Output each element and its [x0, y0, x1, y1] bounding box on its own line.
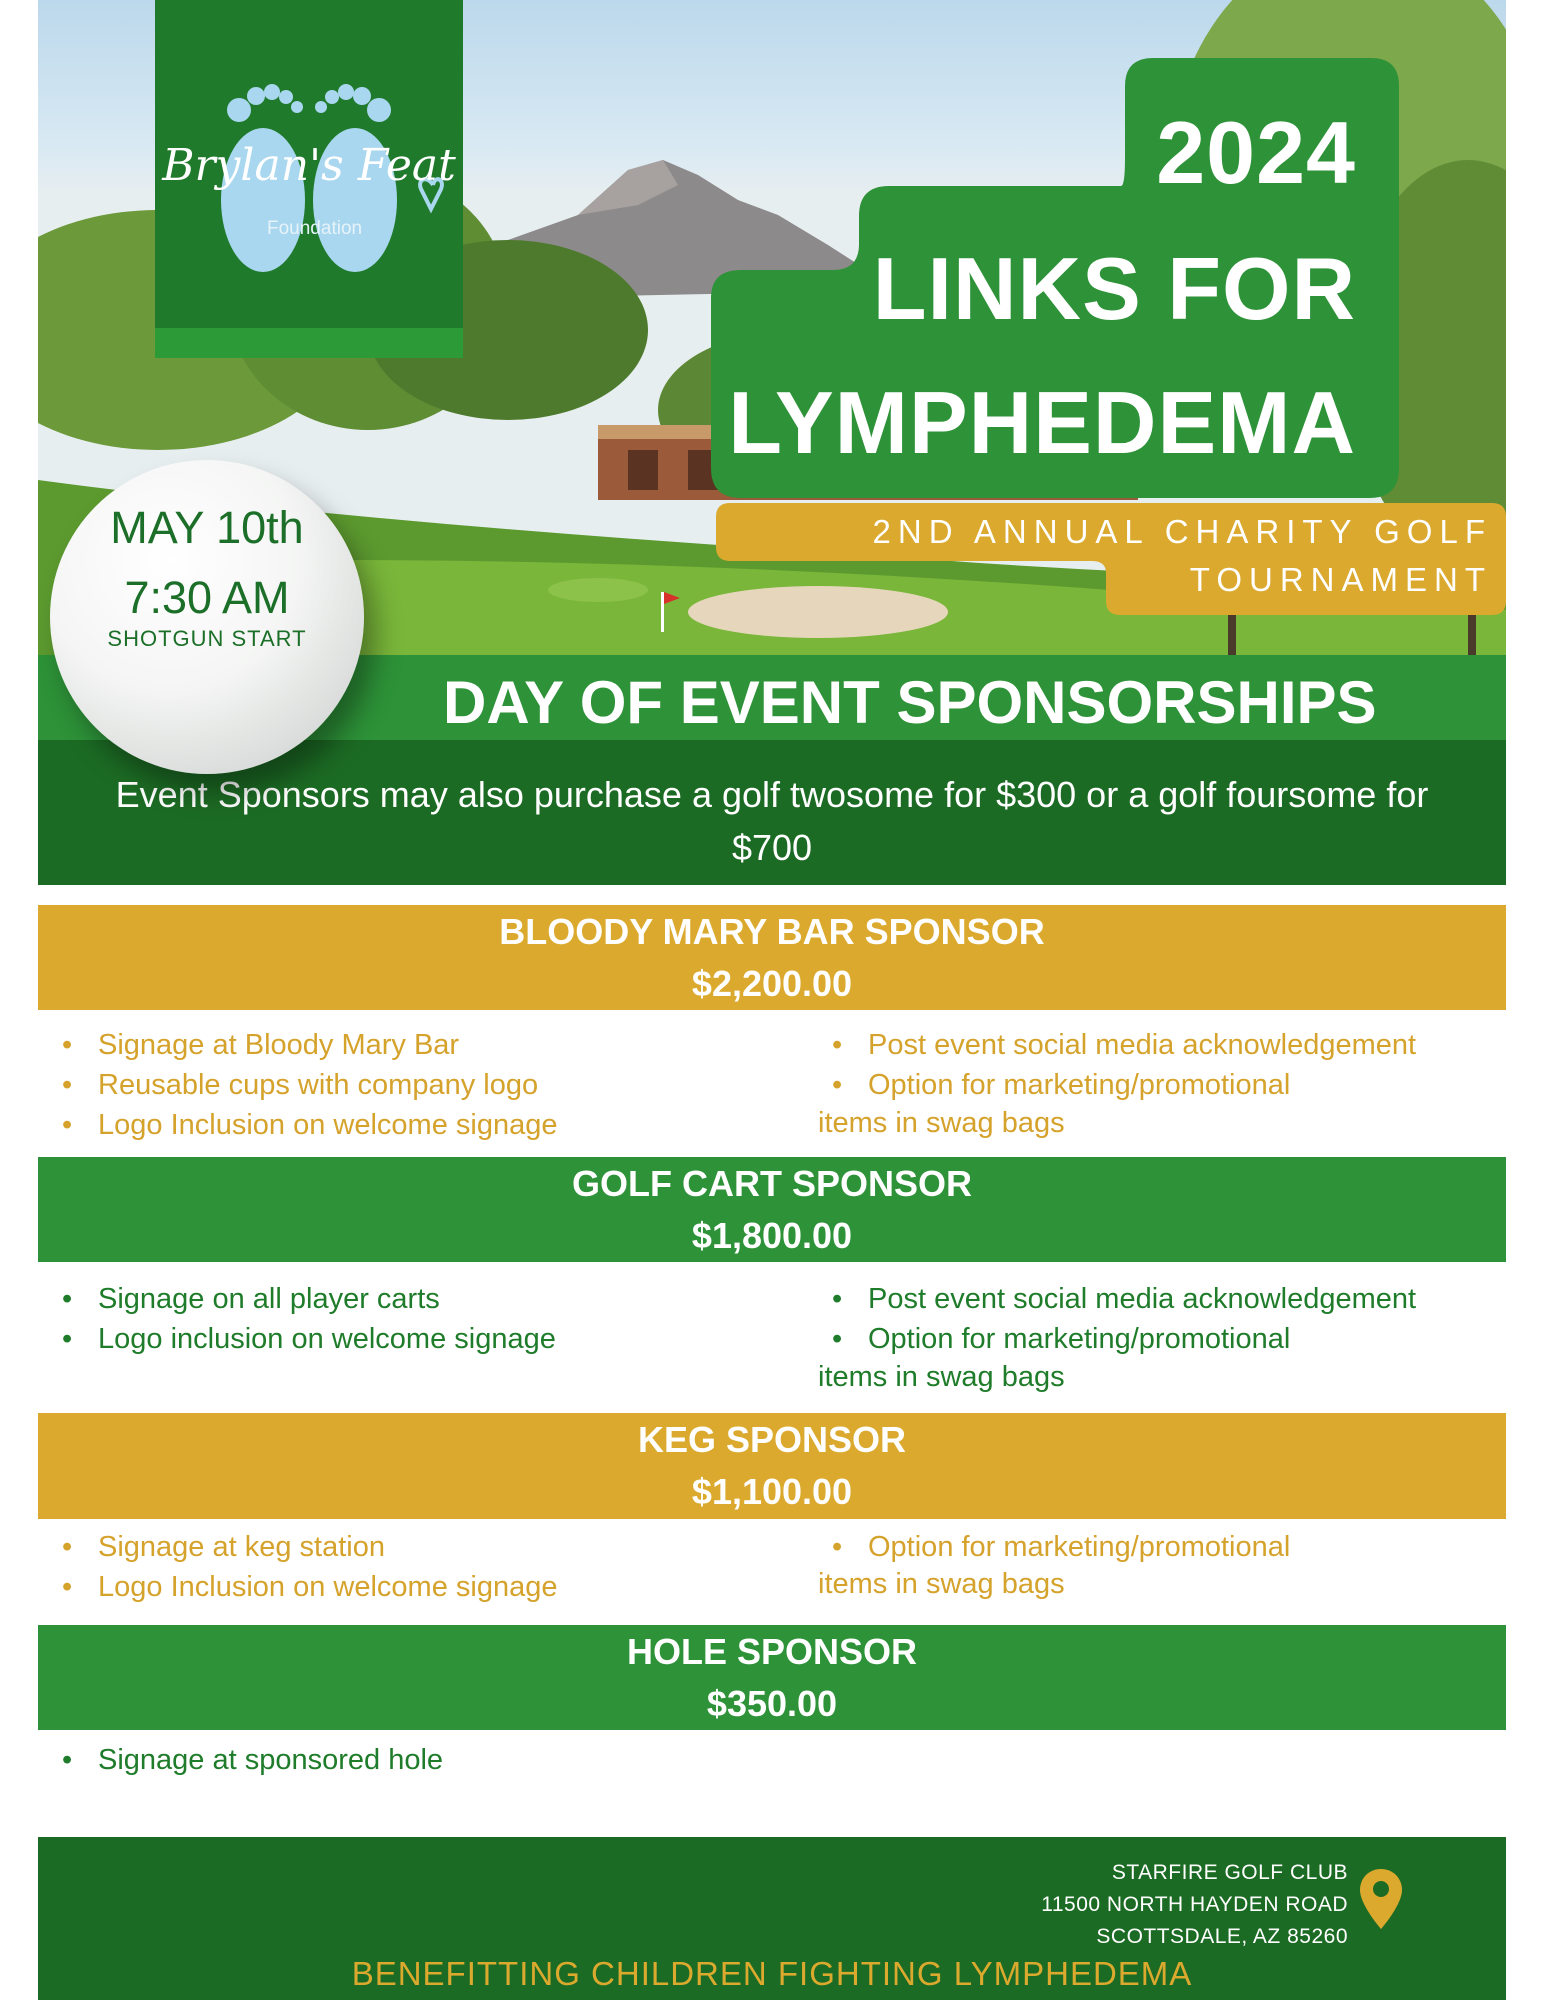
- list-item: • Signage at sponsored hole: [38, 1740, 443, 1780]
- title-year: 2024: [1156, 103, 1356, 202]
- venue-city: SCOTTSDALE, AZ 85260: [1096, 1925, 1348, 1948]
- event-subtitle: [716, 503, 1506, 613]
- shotgun-start: SHOTGUN START: [107, 626, 307, 651]
- list-item-continuation: items in swag bags: [818, 1361, 1065, 1393]
- venue-street: 11500 NORTH HAYDEN ROAD: [1041, 1893, 1348, 1916]
- list-item-continuation: items in swag bags: [818, 1107, 1065, 1139]
- list-item: • Post event social media acknowledgement: [808, 1025, 1416, 1065]
- tier-benefits-left: [38, 1279, 556, 1359]
- twosome-foursome-note: Event Sponsors may also purchase a golf twosome for $300 or a golf foursome for $700: [115, 774, 1429, 868]
- tier-bar-keg: [38, 1413, 1506, 1519]
- list-item: • Option for marketing/promotional: [808, 1065, 1416, 1105]
- tier-price: $350.00: [706, 1683, 838, 1724]
- golf-ball-badge: [50, 460, 364, 774]
- list-item: • Reusable cups with company logo: [38, 1065, 557, 1105]
- footer: [38, 1837, 1506, 2000]
- tier-name: KEG SPONSOR: [637, 1419, 907, 1460]
- event-title: [728, 60, 1471, 498]
- list-item-continuation: items in swag bags: [818, 1568, 1065, 1600]
- tier-benefits-right: [808, 1025, 1416, 1105]
- flyer-page: [38, 0, 1506, 2000]
- venue-name: STARFIRE GOLF CLUB: [1111, 1861, 1348, 1884]
- list-item: • Signage at Bloody Mary Bar: [38, 1025, 557, 1065]
- tier-name: HOLE SPONSOR: [626, 1631, 918, 1672]
- tier-benefits-left: [38, 1527, 557, 1607]
- tier-name: BLOODY MARY BAR SPONSOR: [499, 911, 1045, 952]
- subtitle-line-2: TOURNAMENT: [1189, 561, 1492, 598]
- event-time: 7:30 AM: [124, 572, 290, 623]
- tier-benefits-left: [38, 1025, 557, 1145]
- list-item: • Logo Inclusion on welcome signage: [38, 1567, 557, 1607]
- tier-bar-golf-cart: [38, 1157, 1506, 1262]
- list-item: • Option for marketing/promotional: [808, 1527, 1290, 1567]
- list-item: • Logo inclusion on welcome signage: [38, 1319, 556, 1359]
- tier-benefits-left: [38, 1740, 443, 1780]
- logo-tagline: Foundation: [267, 218, 363, 239]
- list-item: • Option for marketing/promotional: [808, 1319, 1416, 1359]
- logo-name: Brylan's Feat: [162, 140, 456, 191]
- list-item: • Signage on all player carts: [38, 1279, 556, 1319]
- tier-name: GOLF CART SPONSOR: [571, 1163, 972, 1204]
- location-pin-icon: [1358, 1867, 1404, 1931]
- list-item: • Signage at keg station: [38, 1527, 557, 1567]
- list-item: • Logo Inclusion on welcome signage: [38, 1105, 557, 1145]
- list-item: • Post event social media acknowledgement: [808, 1279, 1416, 1319]
- tier-price: $1,100.00: [691, 1471, 853, 1512]
- tier-bar-hole: [38, 1625, 1506, 1730]
- tier-price: $1,800.00: [691, 1215, 853, 1256]
- title-line-lymphedema: LYMPHEDEMA: [728, 373, 1356, 472]
- section-heading: DAY OF EVENT SPONSORSHIPS: [443, 669, 1377, 736]
- event-date: MAY 10th: [110, 502, 304, 553]
- title-line-links: LINKS FOR: [872, 239, 1356, 338]
- subtitle-line-1: 2ND ANNUAL CHARITY GOLF: [872, 513, 1492, 550]
- tier-bar-bloody-mary: [38, 905, 1506, 1010]
- benefit-tagline: BENEFITTING CHILDREN FIGHTING LYMPHEDEMA: [351, 1955, 1193, 1992]
- logo-stripe: [155, 328, 463, 358]
- tier-benefits-right: [808, 1527, 1290, 1567]
- tier-price: $2,200.00: [691, 963, 853, 1004]
- tier-benefits-right: [808, 1279, 1416, 1359]
- foundation-logo: [155, 0, 463, 358]
